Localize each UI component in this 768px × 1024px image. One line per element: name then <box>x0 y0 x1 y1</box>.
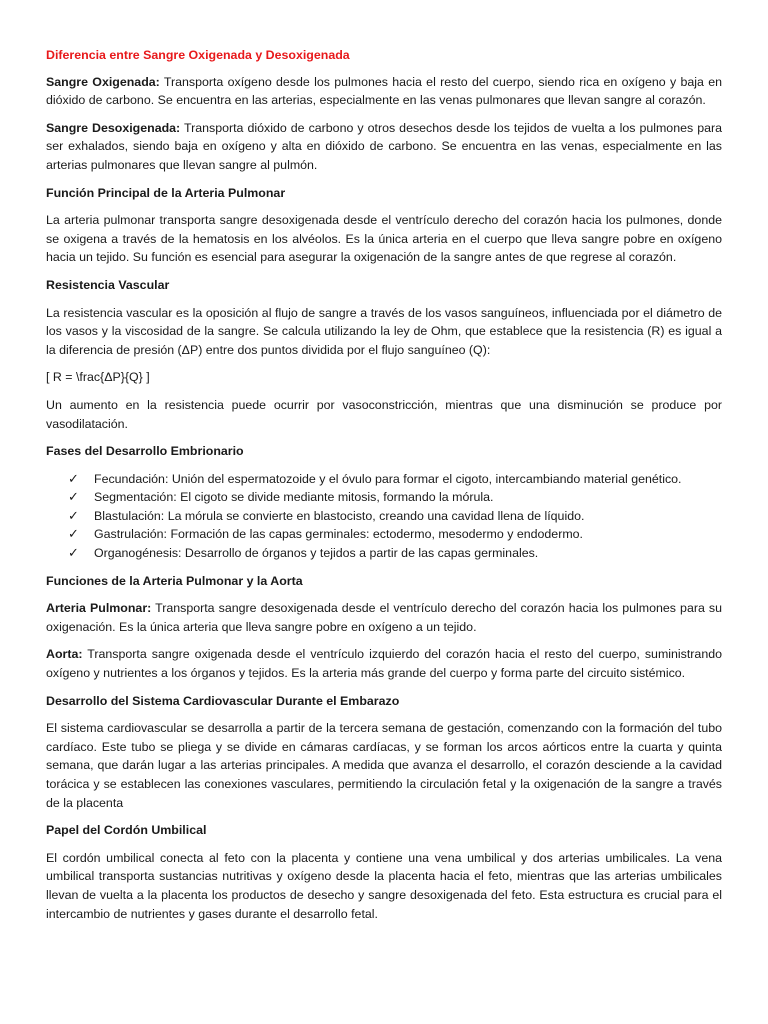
cardiovascular-heading: Desarrollo del Sistema Cardiovascular Durante el Embarazo <box>46 693 400 708</box>
resistencia-heading: Resistencia Vascular <box>46 277 170 292</box>
aorta-term: Aorta: <box>46 647 83 662</box>
fase-text: Organogénesis: Desarrollo de órganos y tejidos a partir de las capas germinales. <box>94 546 539 561</box>
list-item <box>68 470 722 489</box>
oxigenada-paragraph <box>46 73 722 110</box>
funcion-arteria-heading: Función Principal de la Arteria Pulmonar <box>46 185 286 200</box>
fases-heading: Fases del Desarrollo Embrionario <box>46 444 244 459</box>
aorta-paragraph <box>46 645 722 682</box>
arteria-pulmonar-term: Arteria Pulmonar: <box>46 601 152 616</box>
arteria-pulmonar-paragraph <box>46 599 722 636</box>
list-item <box>68 488 722 507</box>
resistencia-text: La resistencia vascular es la oposición al flujo de sangre a través de los vasos sanguíneos, influenciada por el diámetro de los vasos y la viscosidad de la sangre. Se calcula utilizando la ley de Ohm, que establece que la resistencia (R) es igual a la diferencia de presión (ΔP) entre dos puntos dividida por el flujo sanguíneo (Q): <box>46 305 722 357</box>
desoxigenada-paragraph <box>46 119 722 175</box>
desoxigenada-text: Transporta dióxido de carbono y otros desechos desde los tejidos de vuelta a los pulmones para ser exhalados, siendo baja en oxígeno y alta en dióxido de carbono. Se encuentra en las venas, especialmente en las arterias pulmonares que llevan sangre al pulmón. <box>46 120 723 172</box>
list-item <box>68 507 722 526</box>
fase-text: Blastulación: La mórula se convierte en blastocisto, creando una cavidad llena de líquido. <box>94 508 585 523</box>
fases-list <box>46 470 722 563</box>
cardiovascular-text: El sistema cardiovascular se desarrolla a partir de la tercera semana de gestación, comenzando con la formación del tubo cardíaco. Este tubo se pliega y se divide en cámaras cardíacas, y se forman los arcos aórticos entre la cuarta y quinta semana, que darán lugar a las arterias principales. A medida que avanza el desarrollo, el corazón desciende a la cavidad torácica y se establecen las conexiones vasculares, permitiendo la circulación fetal y la oxigenación de la sangre a través de la placenta <box>46 721 722 810</box>
fase-text: Gastrulación: Formación de las capas germinales: ectodermo, mesodermo y endodermo. <box>94 527 583 542</box>
check-icon: ✓ <box>68 489 79 505</box>
list-item <box>68 525 722 544</box>
funciones-heading: Funciones de la Arteria Pulmonar y la Aorta <box>46 573 303 588</box>
aorta-text: Transporta sangre oxigenada desde el ventrículo izquierdo del corazón hacia el resto del cuerpo, suministrando oxígeno y nutrientes a los órganos y tejidos. Es la arteria más grande del cuerpo y forma parte del circuito sistémico. <box>46 647 722 681</box>
arteria-pulmonar-text: Transporta sangre desoxigenada desde el ventrículo derecho del corazón hacia los pulmones para su oxigenación. Es la única arteria que lleva sangre pobre en oxígeno a un tejido. <box>46 601 723 634</box>
oxigenada-term: Sangre Oxigenada: <box>46 74 160 89</box>
resistencia-formula: [ R = \frac{ΔP}{Q} ] <box>46 370 150 385</box>
check-icon: ✓ <box>68 545 79 561</box>
check-icon: ✓ <box>68 507 79 523</box>
desoxigenada-term: Sangre Desoxigenada: <box>46 120 181 135</box>
cordon-heading: Papel del Cordón Umbilical <box>46 823 207 838</box>
oxigenada-text: Transporta oxígeno desde los pulmones hacia el resto del cuerpo, siendo rica en oxígeno y baja en dióxido de carbono. Se encuentra en las arterias, especialmente en las venas pulmonares que llevan sangre al corazón. <box>46 74 722 108</box>
document-title: Diferencia entre Sangre Oxigenada y Desoxigenada <box>46 48 350 62</box>
funcion-arteria-text: La arteria pulmonar transporta sangre desoxigenada desde el ventrículo derecho del corazón hacia los pulmones, donde se oxigena a través de la hematosis en los alvéolos. Es la única arteria en el cuerpo que lleva sangre pobre en oxígeno hacia un tejido. Su función es esencial para asegurar la oxigenación de la sangre antes de que regrese al corazón. <box>46 213 722 265</box>
fase-text: Segmentación: El cigoto se divide mediante mitosis, formando la mórula. <box>94 490 494 505</box>
cordon-text: El cordón umbilical conecta al feto con la placenta y contiene una vena umbilical y dos arterias umbilicales. La vena umbilical transporta sustancias nutritivas y oxígeno desde la placenta hacia el feto, mientras que las arterias umbilicales llevan de vuelta a la placenta los productos de desecho y sangre desoxigenada del feto. Esta estructura es crucial para el intercambio de nutrientes y gases durante el desarrollo fetal. <box>46 850 722 921</box>
check-icon: ✓ <box>68 470 79 486</box>
resistencia-text-2: Un aumento en la resistencia puede ocurrir por vasoconstricción, mientras que una disminución se produce por vasodilatación. <box>46 397 722 431</box>
document-page <box>46 46 722 932</box>
check-icon: ✓ <box>68 526 79 542</box>
list-item <box>68 544 722 563</box>
fase-text: Fecundación: Unión del espermatozoide y el óvulo para formar el cigoto, intercambiando material genético. <box>94 471 682 486</box>
